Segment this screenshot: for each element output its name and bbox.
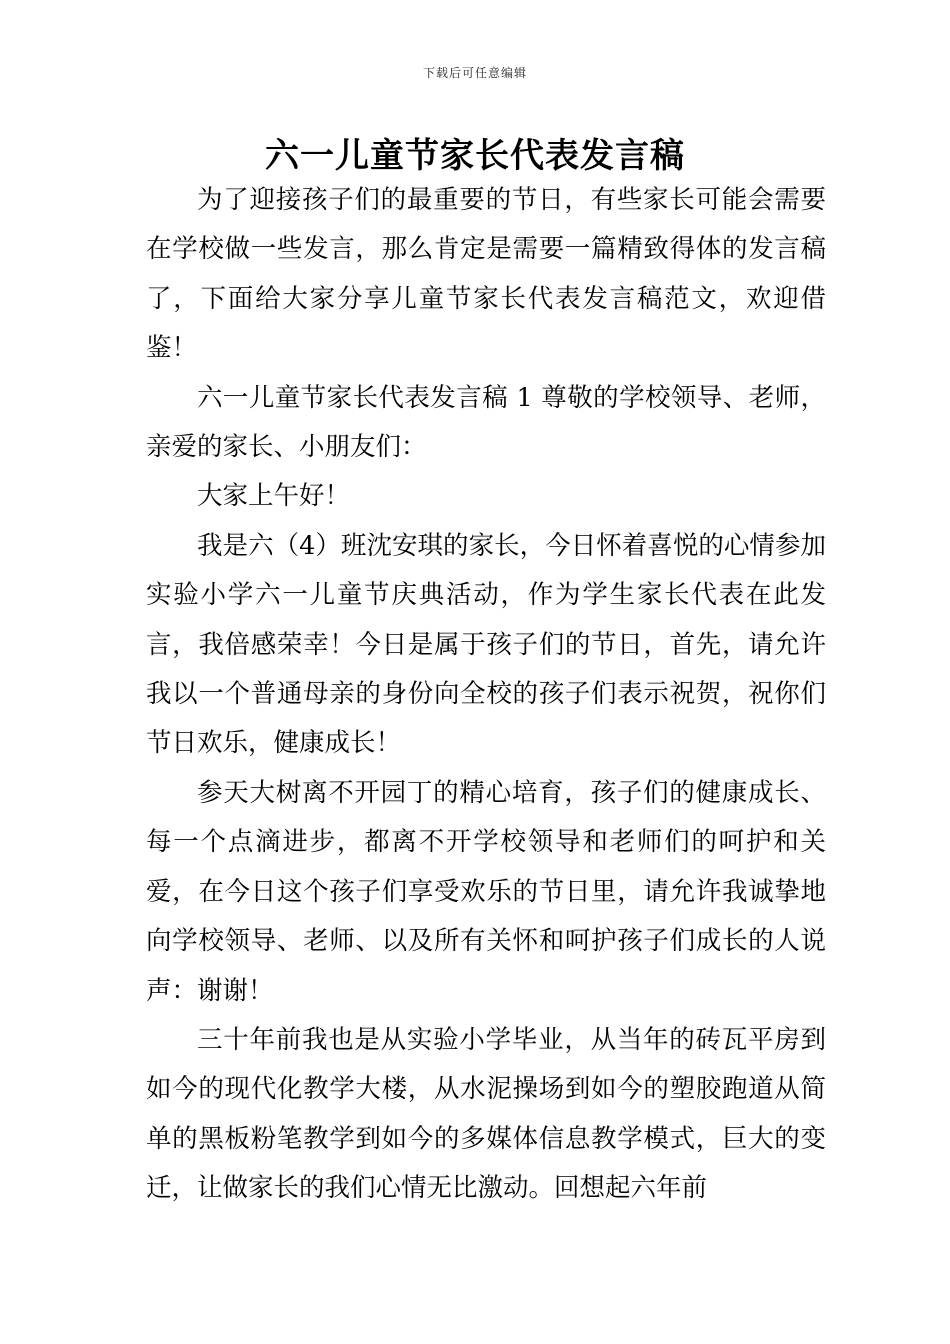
- paragraph-salutation: 六一儿童节家长代表发言稿 1 尊敬的学校领导、老师，亲爱的家长、小朋友们：: [146, 382, 826, 463]
- header-note: 下载后可任意编辑: [422, 66, 527, 80]
- paragraph-self-intro: 我是六（4）班沈安琪的家长，今日怀着喜悦的心情参加实验小学六一儿童节庆典活动，作为学生家长代表在此发言，我倍感荣幸！今日是属于孩子们的节日，首先，请允许我以一个普通母亲的身份向全校的孩子们表示祝贺，祝你们节日欢乐，健康成长！: [146, 530, 826, 759]
- paragraph-greeting: 大家上午好！: [197, 481, 351, 512]
- document-body: [146, 176, 826, 1214]
- document-title: 六一儿童节家长代表发言稿: [265, 136, 685, 176]
- paragraph-memories: 三十年前我也是从实验小学毕业，从当年的砖瓦平房到如今的现代化教学大楼，从水泥操场到如今的塑胶跑道从简单的黑板粉笔教学到如今的多媒体信息教学模式，巨大的变迁，让做家长的我们心情无比激动。回想起六年前: [146, 1024, 826, 1204]
- paragraph-thanks: 参天大树离不开园丁的精心培育，孩子们的健康成长、每一个点滴进步，都离不开学校领导和老师们的呵护和关爱，在今日这个孩子们享受欢乐的节日里，请允许我诚挚地向学校领导、老师、以及所有关怀和呵护孩子们成长的人说声：谢谢！: [146, 777, 826, 1006]
- paragraph-intro: 为了迎接孩子们的最重要的节日，有些家长可能会需要在学校做一些发言，那么肯定是需要一篇精致得体的发言稿了，下面给大家分享儿童节家长代表发言稿范文，欢迎借鉴！: [146, 185, 826, 364]
